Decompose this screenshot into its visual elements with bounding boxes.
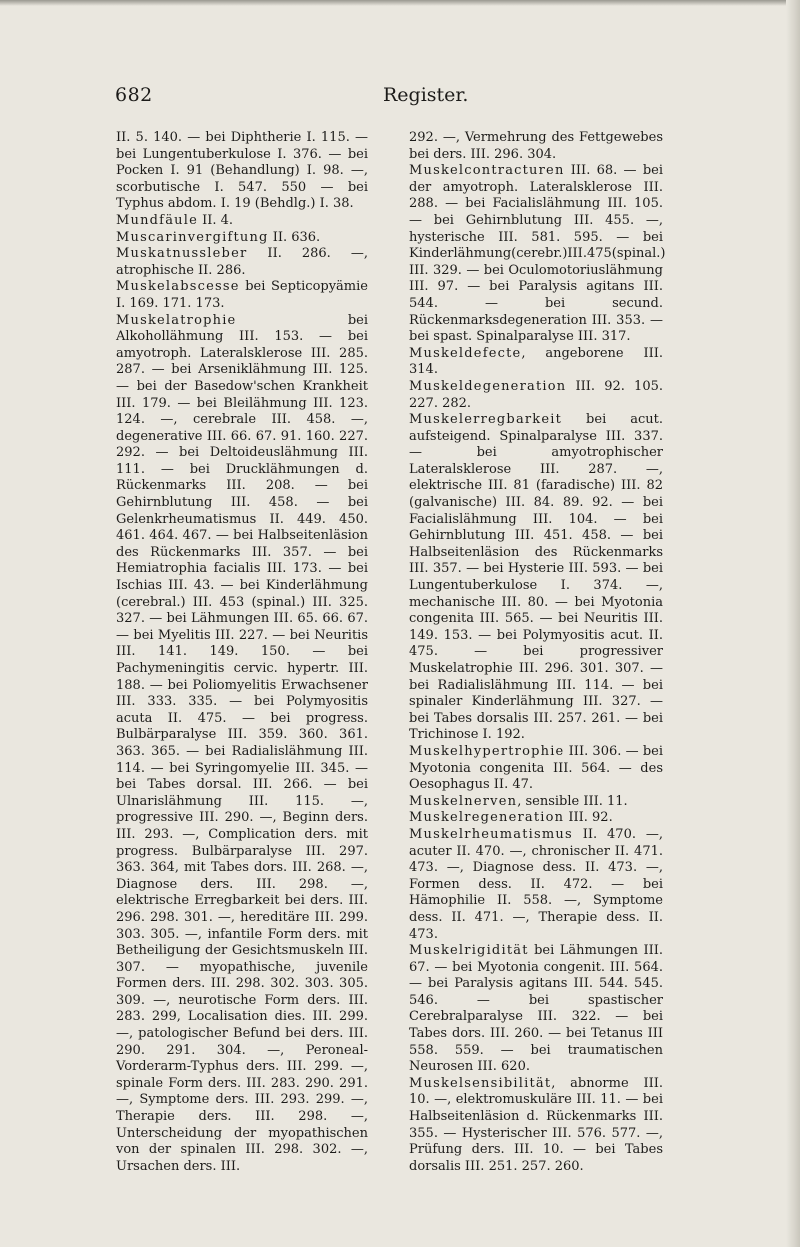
index-entry: [409, 130, 663, 163]
entry-text: , abnorme III. 10. —, elektromuskuläre III. 11. — bei Halbseitenläsion d. Rückenmarks III. 355. — Hysterischer III. 576. 577. —, Prüfung ders. III. 10. — bei Tabes dorsalis III. 251. 257. 260.: [409, 1075, 663, 1174]
page-top-edge: [0, 0, 800, 6]
running-head: Register.: [383, 84, 469, 106]
index-entry: [116, 230, 368, 247]
entry-headword: Muscarinvergiftung: [116, 229, 269, 245]
entry-headword: Muskelnerven: [409, 793, 518, 809]
right-column: [409, 130, 666, 1175]
index-entry: [409, 379, 663, 412]
page-right-edge-shadow: [786, 0, 800, 1247]
entry-text: II. 636.: [268, 229, 321, 245]
entry-headword: Muskeldefecte: [409, 345, 522, 361]
entry-text: II. 5. 140. — bei Diphtherie I. 115. — bei Lungentuberkulose I. 376. — bei Pocken I. 91 (Behandlung) I. 98. —, scorbutische I. 547. 550 — bei Typhus abdom. I. 19 (Behdlg.) I. 38.: [116, 130, 368, 212]
entry-text: III. 92. 105. 227. 282.: [409, 378, 663, 411]
index-entry: [409, 1076, 663, 1176]
entry-headword: Muskelrheumatismus: [409, 826, 573, 842]
index-entry: [116, 246, 368, 279]
page-number: 682: [115, 84, 153, 106]
entry-text: III. 306. — bei Myotonia congenita III. 564. — des Oesophagus II. 47.: [409, 743, 663, 793]
index-entry: [116, 313, 368, 1176]
entry-headword: Muskeldegeneration: [409, 378, 567, 394]
index-entry: [409, 346, 663, 379]
entry-headword: Muskelcontracturen: [409, 163, 565, 179]
entry-text: 292. —, Vermehrung des Fettgewebes bei ders. III. 296. 304.: [409, 130, 663, 162]
entry-text: III. 68. — bei der amyotroph. Lateralsklerose III. 288. — bei Facialislähmung III. 105. — bei Gehirnblutung III. 455. —, hysterische III. 581. 595. — bei Kinderlähmung(cerebr.)III.475(spinal.) III. 329. — bei Oculomotoriuslähmung III. 97. — bei Paralysis agitans III. 544. — bei secund. Rückenmarksdegeneration III. 353. — bei spast. Spinalparalyse III. 317.: [409, 163, 666, 345]
index-entry: [409, 163, 666, 346]
entry-text: bei Alkohollähmung III. 153. — bei amyotroph. Lateralsklerose III. 285. 287. — bei Arseniklähmung III. 125. — bei der Basedow'schen Krankheit III. 179. — bei Bleilähmung III. 123. 124. —, cerebrale III. 458. —, degenerative III. 66. 67. 91. 160. 227. 292. — bei Deltoideuslähmung III. 111. — bei Drucklähmungen d. Rückenmarks III. 208. — bei Gehirnblutung III. 458. — bei Gelenkrheumatismus II. 449. 450. 461. 464. 467. — bei Halbseitenläsion des Rückenmarks III. 357. — bei Hemiatrophia facialis III. 173. — bei Ischias III. 43. — bei Kinderlähmung (cerebral.) III. 453 (spinal.) III. 325. 327. — bei Lähmungen III. 65. 66. 67. — bei Myelitis III. 227. — bei Neuritis III. 141. 149. 150. — bei Pachymeningitis cervic. hypertr. III. 188. — bei Poliomyelitis Erwachsener III. 333. 335. — bei Polymyositis acuta II. 475. — bei progress. Bulbärparalyse III. 359. 360. 361. 363. 365. — bei Radialislähmung III. 114. — bei Syringomyelie III. 345. — bei Tabes dorsal. III. 266. — bei Ulnarislähmung III. 115. —, progressive III. 290. —, Beginn ders. III. 293. —, Complication ders. mit progress. Bulbärparalyse III. 297. 363. 364, mit Tabes dors. III. 268. —, Diagnose ders. III. 298. —, elektrische Erregbarkeit bei ders. III. 296. 298. 301. —, hereditäre III. 299. 303. 305. —, infantile Form ders. mit Betheiligung der Gesichtsmuskeln III. 307. — myopathische, juvenile Formen ders. III. 298. 302. 303. 305. 309. —, neurotische Form ders. III. 283. 299, Localisation dies. III. 299. —, patologischer Befund bei ders. III. 290. 291. 304. —, Peroneal-Vorderarm-Typhus ders. III. 299. —, spinale Form ders. III. 283. 290. 291. —, Symptome ders. III. 293. 299. —, Therapie ders. III. 298. —, Unterscheidung der myopathischen von der spinalen III. 298. 302. —, Ursachen ders. III.: [116, 312, 368, 1174]
entry-headword: Mundfäule: [116, 212, 198, 228]
left-column: [116, 130, 368, 1175]
entry-text: II. 4.: [197, 212, 234, 228]
index-entry: [116, 130, 368, 213]
index-entry: [409, 943, 663, 1076]
index-entry: [409, 744, 663, 794]
entry-headword: Muskelerregbarkeit: [409, 412, 563, 428]
index-entry: [409, 827, 663, 943]
entry-headword: Muskelsensibilität: [409, 1075, 552, 1091]
entry-text: bei acut. aufsteigend. Spinalparalyse III. 337. — bei amyotrophischer Lateralsklerose III. 287. —, elektrische III. 81 (faradische) III. 82 (galvanische) III. 84. 89. 92. — bei Facialislähmung III. 104. — bei Gehirnblutung III. 451. 458. — bei Halbseitenläsion des Rückenmarks III. 357. — bei Hysterie III. 593. — bei Lungentuberkulose I. 374. —, mechanische III. 80. — bei Myotonia congenita III. 565. — bei Neuritis III. 149. 153. — bei Polymyositis acut. II. 475. — bei progressiver Muskelatrophie III. 296. 301. 307. — bei Radialislähmung III. 114. — bei spinaler Kinderlähmung III. 327. — bei Tabes dorsalis III. 257. 261. — bei Trichinose I. 192.: [409, 412, 663, 743]
page-header: [0, 84, 800, 120]
index-entry: [409, 794, 663, 811]
entry-text: bei Septicopyämie I. 169. 171. 173.: [116, 279, 368, 311]
index-entry: [409, 810, 663, 827]
index-entry: [116, 213, 368, 230]
index-entry: [116, 279, 368, 312]
entry-headword: Muskelrigidität: [409, 943, 529, 959]
entry-text: III. 92.: [564, 810, 613, 826]
entry-text: , sensible III. 11.: [517, 793, 628, 809]
entry-text: , angeborene III. 314.: [409, 345, 663, 378]
entry-headword: Muskelatrophie: [116, 312, 237, 328]
index-entry: [409, 412, 663, 744]
entry-text: bei Lähmungen III. 67. — bei Myotonia congenit. III. 564. — bei Paralysis agitans III. 544. 545. 546. — bei spastischer Cerebralparalyse III. 322. — bei Tabes dors. III. 260. — bei Tetanus III 558. 559. — bei traumatischen Neurosen III. 620.: [409, 943, 663, 1075]
entry-text: II. 470. —, acuter II. 470. —, chronischer II. 471. 473. —, Diagnose dess. II. 473. —, Formen dess. II. 472. — bei Hämophilie II. 558. —, Symptome dess. II. 471. —, Therapie dess. II. 473.: [409, 826, 663, 942]
entry-headword: Muskelabscesse: [116, 279, 240, 295]
entry-headword: Muskatnussleber: [116, 246, 248, 262]
entry-headword: Muskelhypertrophie: [409, 743, 565, 759]
entry-headword: Muskelregeneration: [409, 810, 565, 826]
entry-text: II. 286. —, atrophische II. 286.: [116, 246, 368, 278]
